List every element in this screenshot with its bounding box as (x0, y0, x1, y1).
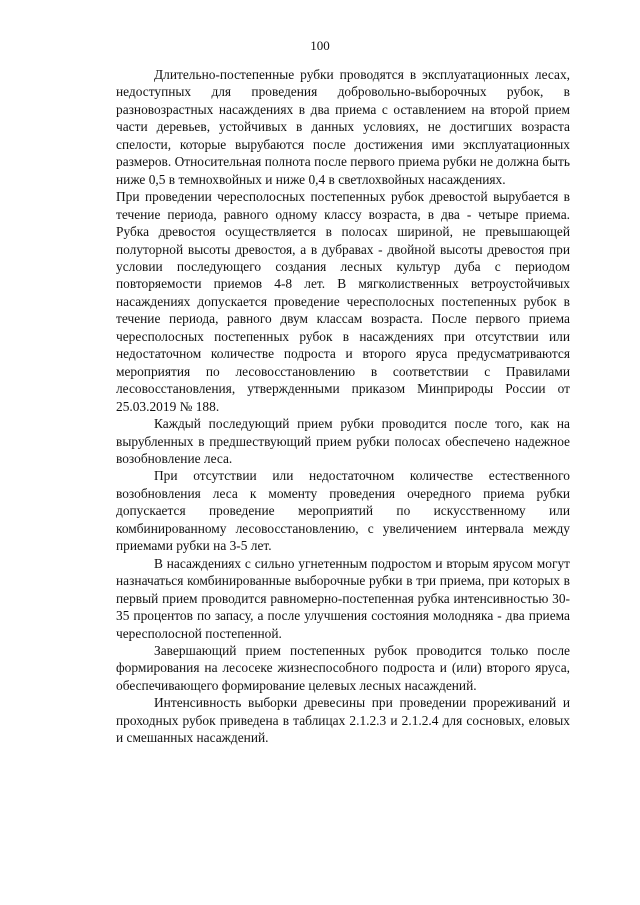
page-number: 100 (310, 38, 330, 53)
paragraph-subsequent-felling: Каждый последующий прием рубки проводится после того, как на вырубленных в предшествующий прием рубки полосах обеспечено надежное возобновление леса. (116, 416, 570, 466)
paragraph-long-term-gradual-felling: Длительно-постепенные рубки проводятся в эксплуатационных лесах, недоступных для проведения добровольно-выборочных рубок, в разновозрастных насаждениях в два приема с оставлением на второй прием части деревьев, устойчивых в данных условиях, не достигших возраста спелости, которые вырубаются после достижения ими эксплуатационных размеров. Относительная полнота после первого приема рубки не должна быть ниже 0,5 в темнохвойных и ниже 0,4 в светлохвойных насаждениях. (116, 67, 570, 187)
paragraph-natural-regeneration: При отсутствии или недостаточном количестве естественного возобновления леса к моменту проведения очередного приема рубки допускается проведение мероприятий по искусственному или комбинированному лесовосстановлению, с увеличением интервала между приемами рубки на 3-5 лет. (116, 468, 570, 554)
paragraph-combined-selective-felling: В насаждениях с сильно угнетенным подростом и вторым ярусом могут назначаться комбинированные выборочные рубки в три приема, при которых в первый прием проводится равномерно-постепенная рубка интенсивностью 30-35 процентов по запасу, а после улучшения состояния молодняка - два приема чересполосной постепенной. (116, 555, 570, 641)
paragraph-strip-gradual-felling: При проведении чересполосных постепенных рубок древостой вырубается в течение периода, равного одному классу возраста, в два - четыре приема. Рубка древостоя осуществляется в полосах шириной, не превышающей полуторной высоты древостоя, а в дубравах - двойной высоты древостоя при условии последующего создания лесных культур дуба с периодом повторяемости приемов 4-8 лет. В мягколиственных ветроустойчивых насаждениях допускается проведение чересполосных постепенных рубок в течение периода, равного двум классам возраста. После первого приема чересполосных постепенных рубок в насаждениях при отсутствии или недостаточном количестве подроста и второго яруса предусматриваются мероприятия по лесовосстановлению в соответствии с Правилами лесовосстановления, утвержденными приказом Минприроды России от 25.03.2019 № 188. (116, 189, 570, 414)
body-text (116, 66, 570, 747)
paragraph-thinning-intensity: Интенсивность выборки древесины при проведении прореживаний и проходных рубок приведена в таблицах 2.1.2.3 и 2.1.2.4 для сосновых, еловых и смешанных насаждений. (116, 695, 570, 746)
paragraph-final-felling: Завершающий прием постепенных рубок проводится только после формирования на лесосеке жизнеспособного подроста и (или) второго яруса, обеспечивающего формирование целевых лесных насаждений. (116, 642, 570, 693)
